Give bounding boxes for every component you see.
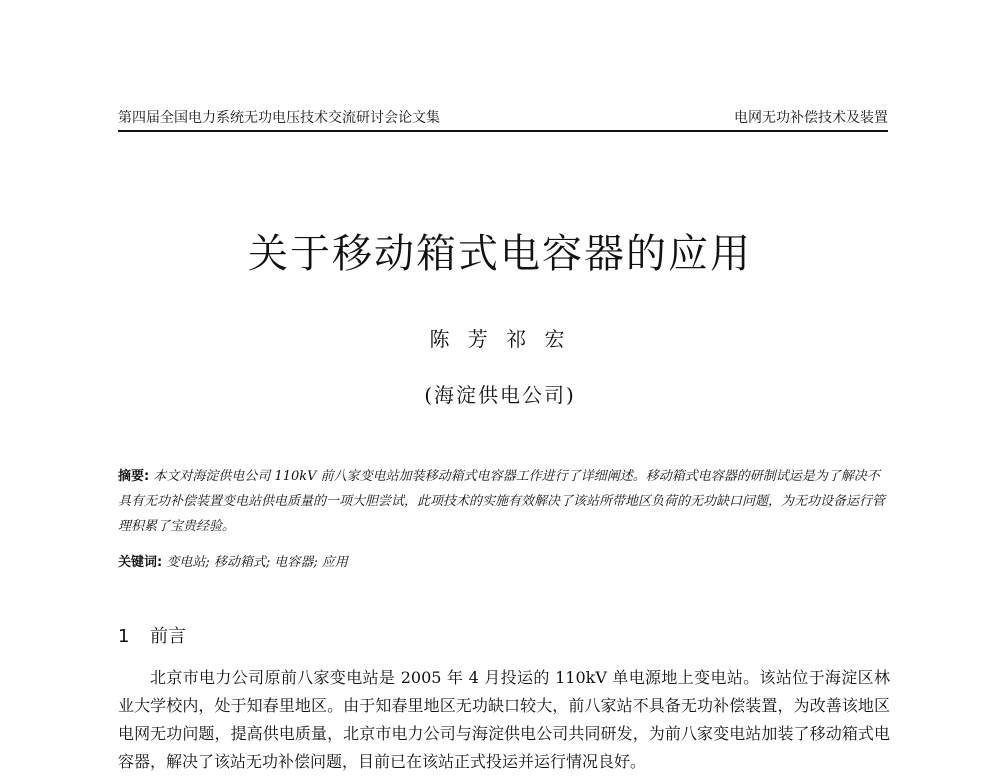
section-heading [118, 622, 186, 648]
running-header [118, 107, 888, 129]
paper-affiliation: (海淀供电公司) [424, 383, 576, 407]
paper-authors: 陈 芳 祁 宏 [429, 327, 571, 351]
abstract [118, 464, 890, 539]
header-rule [118, 130, 888, 132]
keywords [118, 551, 890, 575]
section-title: 前言 [150, 626, 186, 647]
abstract-text: 本文对海淀供电公司 110kV 前八家变电站加装移动箱式电容器工作进行了详细阐述。移动箱式电容器的研制试运是为了解决不具有无功补偿装置变电站供电质量的一项大胆尝试，此项技术的实施有效解决了该站所带地区负荷的无功缺口问题，为无功设备运行管理积累了宝贵经验。 [118, 469, 886, 534]
header-section-title: 电网无功补偿技术及装置 [734, 110, 888, 126]
abstract-label: 摘要: [118, 469, 150, 484]
paper-title: 关于移动箱式电容器的应用 [248, 231, 752, 277]
section-number: 1 [118, 626, 130, 647]
header-proceedings-title: 第四届全国电力系统无功电压技术交流研讨会论文集 [118, 110, 440, 126]
keywords-text: 变电站; 移动箱式; 电容器; 应用 [166, 555, 348, 570]
section-body-paragraph: 北京市电力公司原前八家变电站是 2005 年 4 月投运的 110kV 单电源地上变电站。该站位于海淀区林业大学校内，处于知春里地区。由于知春里地区无功缺口较大，前八家站不具备无功补偿装置，为改善该地区电网无功问题，提高供电质量，北京市电力公司与海淀供电公司共同研发，为前八家变电站加装了移动箱式电容器，解决了该站无功补偿问题，目前已在该站正式投运并运行情况良好。 [118, 668, 890, 771]
keywords-label: 关键词: [118, 555, 163, 570]
